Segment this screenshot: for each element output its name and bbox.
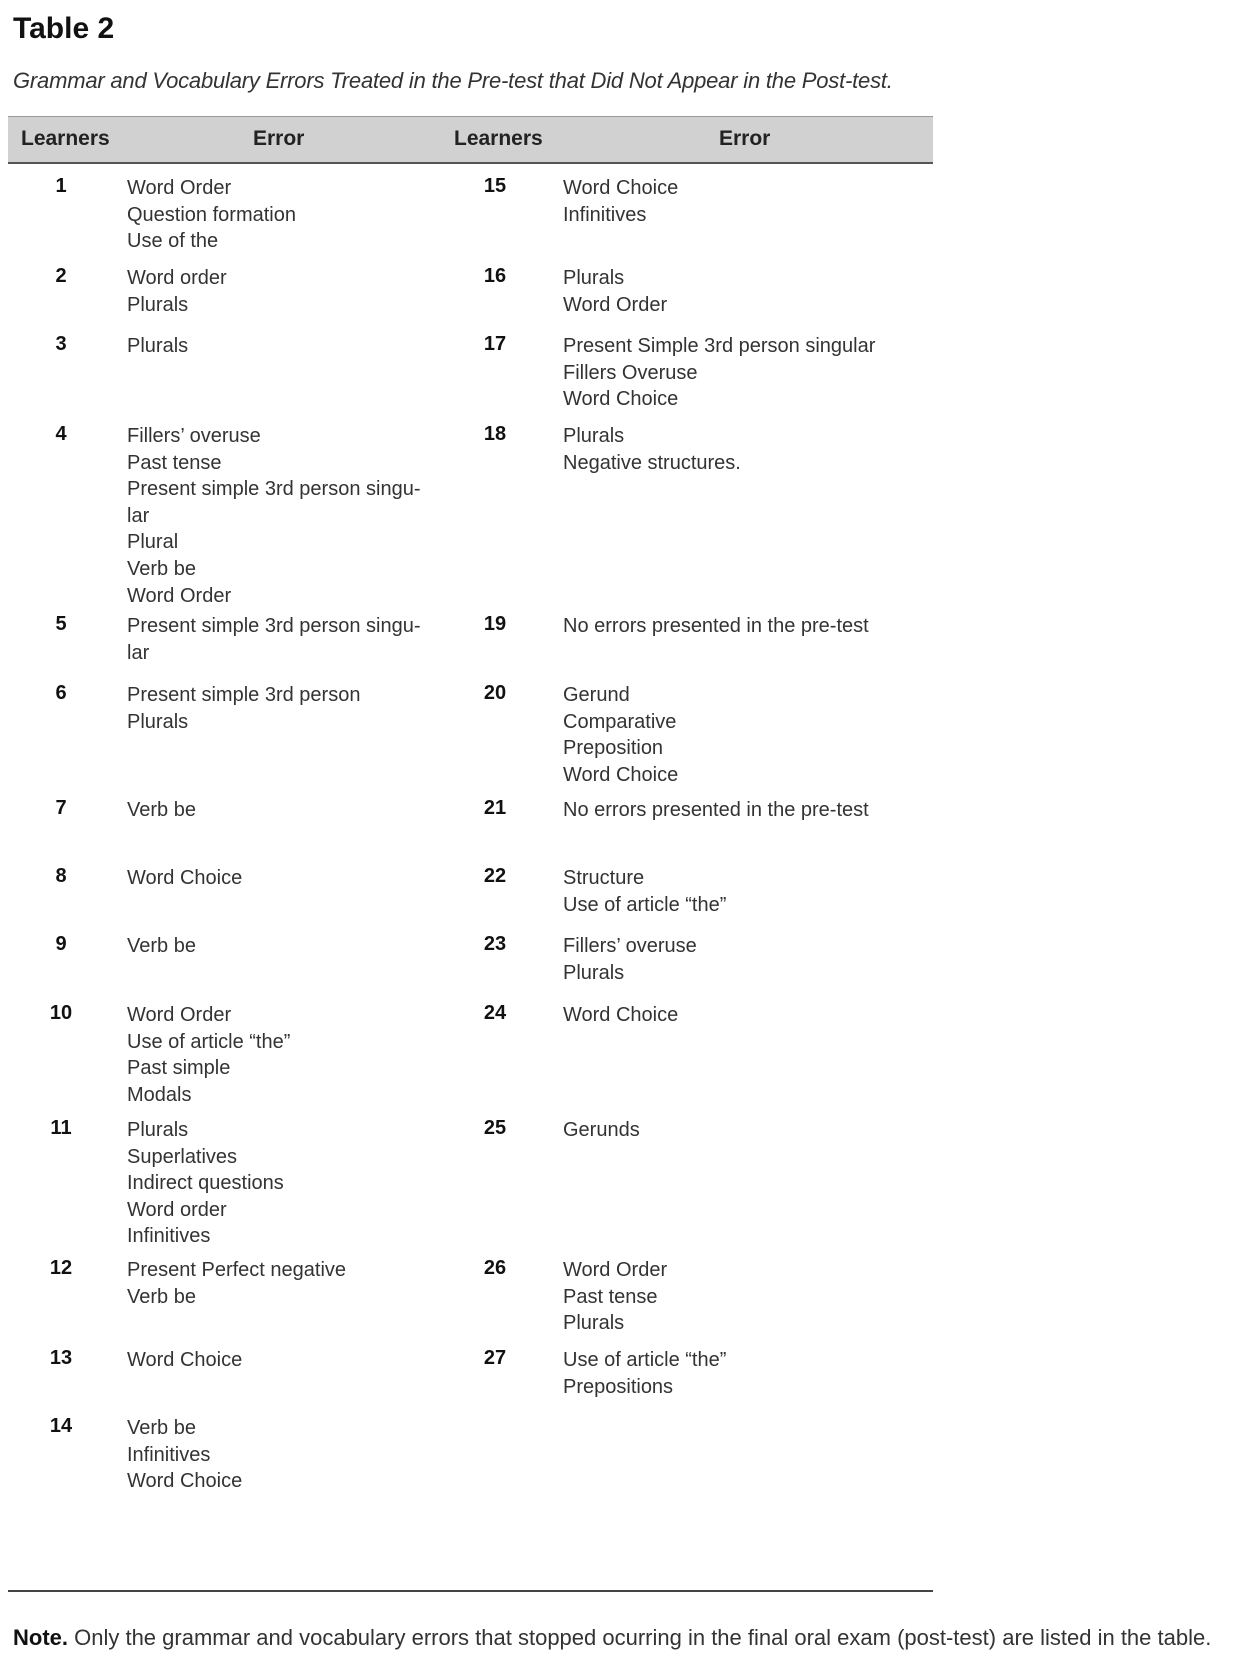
- error-list: [127, 865, 427, 892]
- error-item: Plural: [127, 531, 179, 554]
- error-item: Comparative: [563, 710, 677, 733]
- learner-number: 4: [55, 423, 67, 445]
- error-list: [127, 1347, 427, 1374]
- error-item: Gerund: [563, 684, 630, 706]
- error-item: Present simple 3rd person singu-: [127, 478, 421, 501]
- error-item: Fillers’ overuse: [563, 935, 697, 957]
- error-list: [127, 797, 427, 824]
- error-item: Word Order: [127, 584, 232, 607]
- error-item: Plurals: [127, 293, 189, 316]
- error-item: Word Choice: [563, 1004, 679, 1026]
- error-item: Structure: [563, 867, 645, 889]
- error-item: Use of the: [127, 230, 219, 253]
- learner-number: 7: [55, 797, 67, 819]
- learner-number: 12: [49, 1257, 73, 1279]
- error-item: Infinitives: [127, 1443, 211, 1466]
- error-item: Word Choice: [563, 388, 679, 411]
- error-item: Question formation: [127, 203, 296, 226]
- error-list: [563, 797, 923, 824]
- error-item: Present Simple 3rd person singular: [563, 335, 876, 357]
- error-item: Plurals: [563, 267, 625, 289]
- error-list: [563, 682, 923, 788]
- error-list: [563, 1347, 923, 1400]
- error-list: [563, 333, 923, 413]
- learner-number: 16: [483, 265, 507, 287]
- learner-number: 1: [55, 175, 67, 197]
- error-item: Verb be: [127, 799, 196, 821]
- learner-number: 17: [483, 333, 507, 355]
- header-error-2: Error: [719, 127, 771, 150]
- header-error-1: Error: [253, 127, 305, 150]
- error-list: [563, 933, 923, 986]
- error-list: [127, 265, 427, 318]
- error-list: [563, 1257, 923, 1337]
- error-item: Verb be: [127, 557, 196, 580]
- error-list: [127, 1257, 427, 1310]
- error-item: Word order: [127, 267, 227, 289]
- learner-number: 21: [483, 797, 507, 819]
- error-item: Infinitives: [127, 1225, 211, 1248]
- error-item: Past tense: [127, 451, 222, 474]
- error-item: Plurals: [563, 425, 625, 447]
- learner-number: 22: [483, 865, 507, 887]
- error-list: [563, 423, 923, 476]
- learner-number: 2: [55, 265, 67, 287]
- error-item: Word order: [127, 1198, 227, 1221]
- error-item: Superlatives: [127, 1145, 238, 1168]
- error-item: No errors presented in the pre-test: [563, 615, 869, 637]
- error-item: Word Order: [127, 177, 232, 199]
- error-item: Past simple: [127, 1057, 231, 1080]
- table-header: [8, 116, 933, 164]
- table-caption: Grammar and Vocabulary Errors Treated in the Pre-test that Did Not Appear in the Post-test.: [13, 68, 893, 93]
- error-item: Verb be: [127, 935, 196, 957]
- learner-number: 5: [55, 613, 67, 635]
- learner-number: 27: [483, 1347, 507, 1369]
- learner-number: 20: [483, 682, 507, 704]
- error-item: Verb be: [127, 1417, 196, 1439]
- learner-number: 3: [55, 333, 67, 355]
- learner-number: 25: [483, 1117, 507, 1139]
- error-list: [563, 265, 923, 318]
- learner-number: 24: [483, 1002, 507, 1024]
- error-item: Use of article “the”: [127, 1030, 291, 1053]
- error-list: [127, 933, 427, 960]
- learner-number: 6: [55, 682, 67, 704]
- error-item: Word Choice: [127, 1470, 243, 1493]
- learner-number: 19: [483, 613, 507, 635]
- error-item: Infinitives: [563, 203, 647, 226]
- error-list: [127, 423, 427, 609]
- error-list: [127, 333, 427, 360]
- error-item: Word Choice: [563, 177, 679, 199]
- learner-number: 23: [483, 933, 507, 955]
- note-label: Note.: [13, 1625, 68, 1650]
- error-item: No errors presented in the pre-test: [563, 799, 869, 821]
- error-item: Prepositions: [563, 1375, 674, 1398]
- error-list: [127, 175, 427, 255]
- error-list: [563, 865, 923, 918]
- error-item: Plurals: [127, 1119, 189, 1141]
- error-item: Preposition: [563, 737, 664, 760]
- header-learners-2: Learners: [454, 127, 543, 150]
- error-item: Plurals: [127, 710, 189, 733]
- error-list: [127, 1117, 427, 1250]
- error-item: Present simple 3rd person singu-: [127, 615, 421, 637]
- learner-number: 26: [483, 1257, 507, 1279]
- error-list: [127, 613, 427, 666]
- error-item: Use of article “the”: [563, 893, 727, 916]
- error-item: Present simple 3rd person: [127, 684, 361, 706]
- error-item: lar: [127, 504, 150, 527]
- learner-number: 15: [483, 175, 507, 197]
- error-item: Gerunds: [563, 1119, 640, 1141]
- table-note: [13, 1625, 1211, 1651]
- error-item: lar: [127, 641, 150, 664]
- error-list: [563, 1117, 923, 1144]
- error-list: [563, 1002, 923, 1029]
- error-item: Word Order: [127, 1004, 232, 1026]
- error-item: Verb be: [127, 1285, 196, 1308]
- error-list: [563, 175, 923, 228]
- note-text: Only the grammar and vocabulary errors that stopped ocurring in the final oral exam (post-test) are listed in the table.: [68, 1625, 1212, 1650]
- header-learners-1: Learners: [21, 127, 110, 150]
- learner-number: 11: [50, 1117, 72, 1139]
- table-body: [8, 164, 933, 1592]
- error-item: Word Choice: [127, 1349, 243, 1371]
- error-list: [127, 1002, 427, 1108]
- errors-table: [8, 116, 933, 1592]
- learner-number: 8: [55, 865, 67, 887]
- error-item: Word Choice: [563, 763, 679, 786]
- learner-number: 13: [49, 1347, 73, 1369]
- learner-number: 9: [55, 933, 67, 955]
- error-item: Word Order: [563, 1259, 668, 1281]
- error-item: Present Perfect negative: [127, 1259, 347, 1281]
- error-item: Past tense: [563, 1285, 658, 1308]
- error-item: Modals: [127, 1083, 192, 1106]
- error-list: [127, 1415, 427, 1495]
- error-item: Plurals: [563, 961, 625, 984]
- error-item: Plurals: [563, 1312, 625, 1335]
- table-title: Table 2: [13, 12, 115, 45]
- error-list: [127, 682, 427, 735]
- error-item: Plurals: [127, 335, 189, 357]
- error-list: [563, 613, 923, 640]
- error-item: Word Order: [563, 293, 668, 316]
- error-item: Fillers’ overuse: [127, 425, 261, 447]
- error-item: Fillers Overuse: [563, 361, 698, 384]
- error-item: Word Choice: [127, 867, 243, 889]
- learner-number: 18: [483, 423, 507, 445]
- learner-number: 14: [49, 1415, 73, 1437]
- error-item: Use of article “the”: [563, 1349, 727, 1371]
- error-item: Indirect questions: [127, 1172, 284, 1195]
- error-item: Negative structures.: [563, 451, 741, 474]
- learner-number: 10: [49, 1002, 73, 1024]
